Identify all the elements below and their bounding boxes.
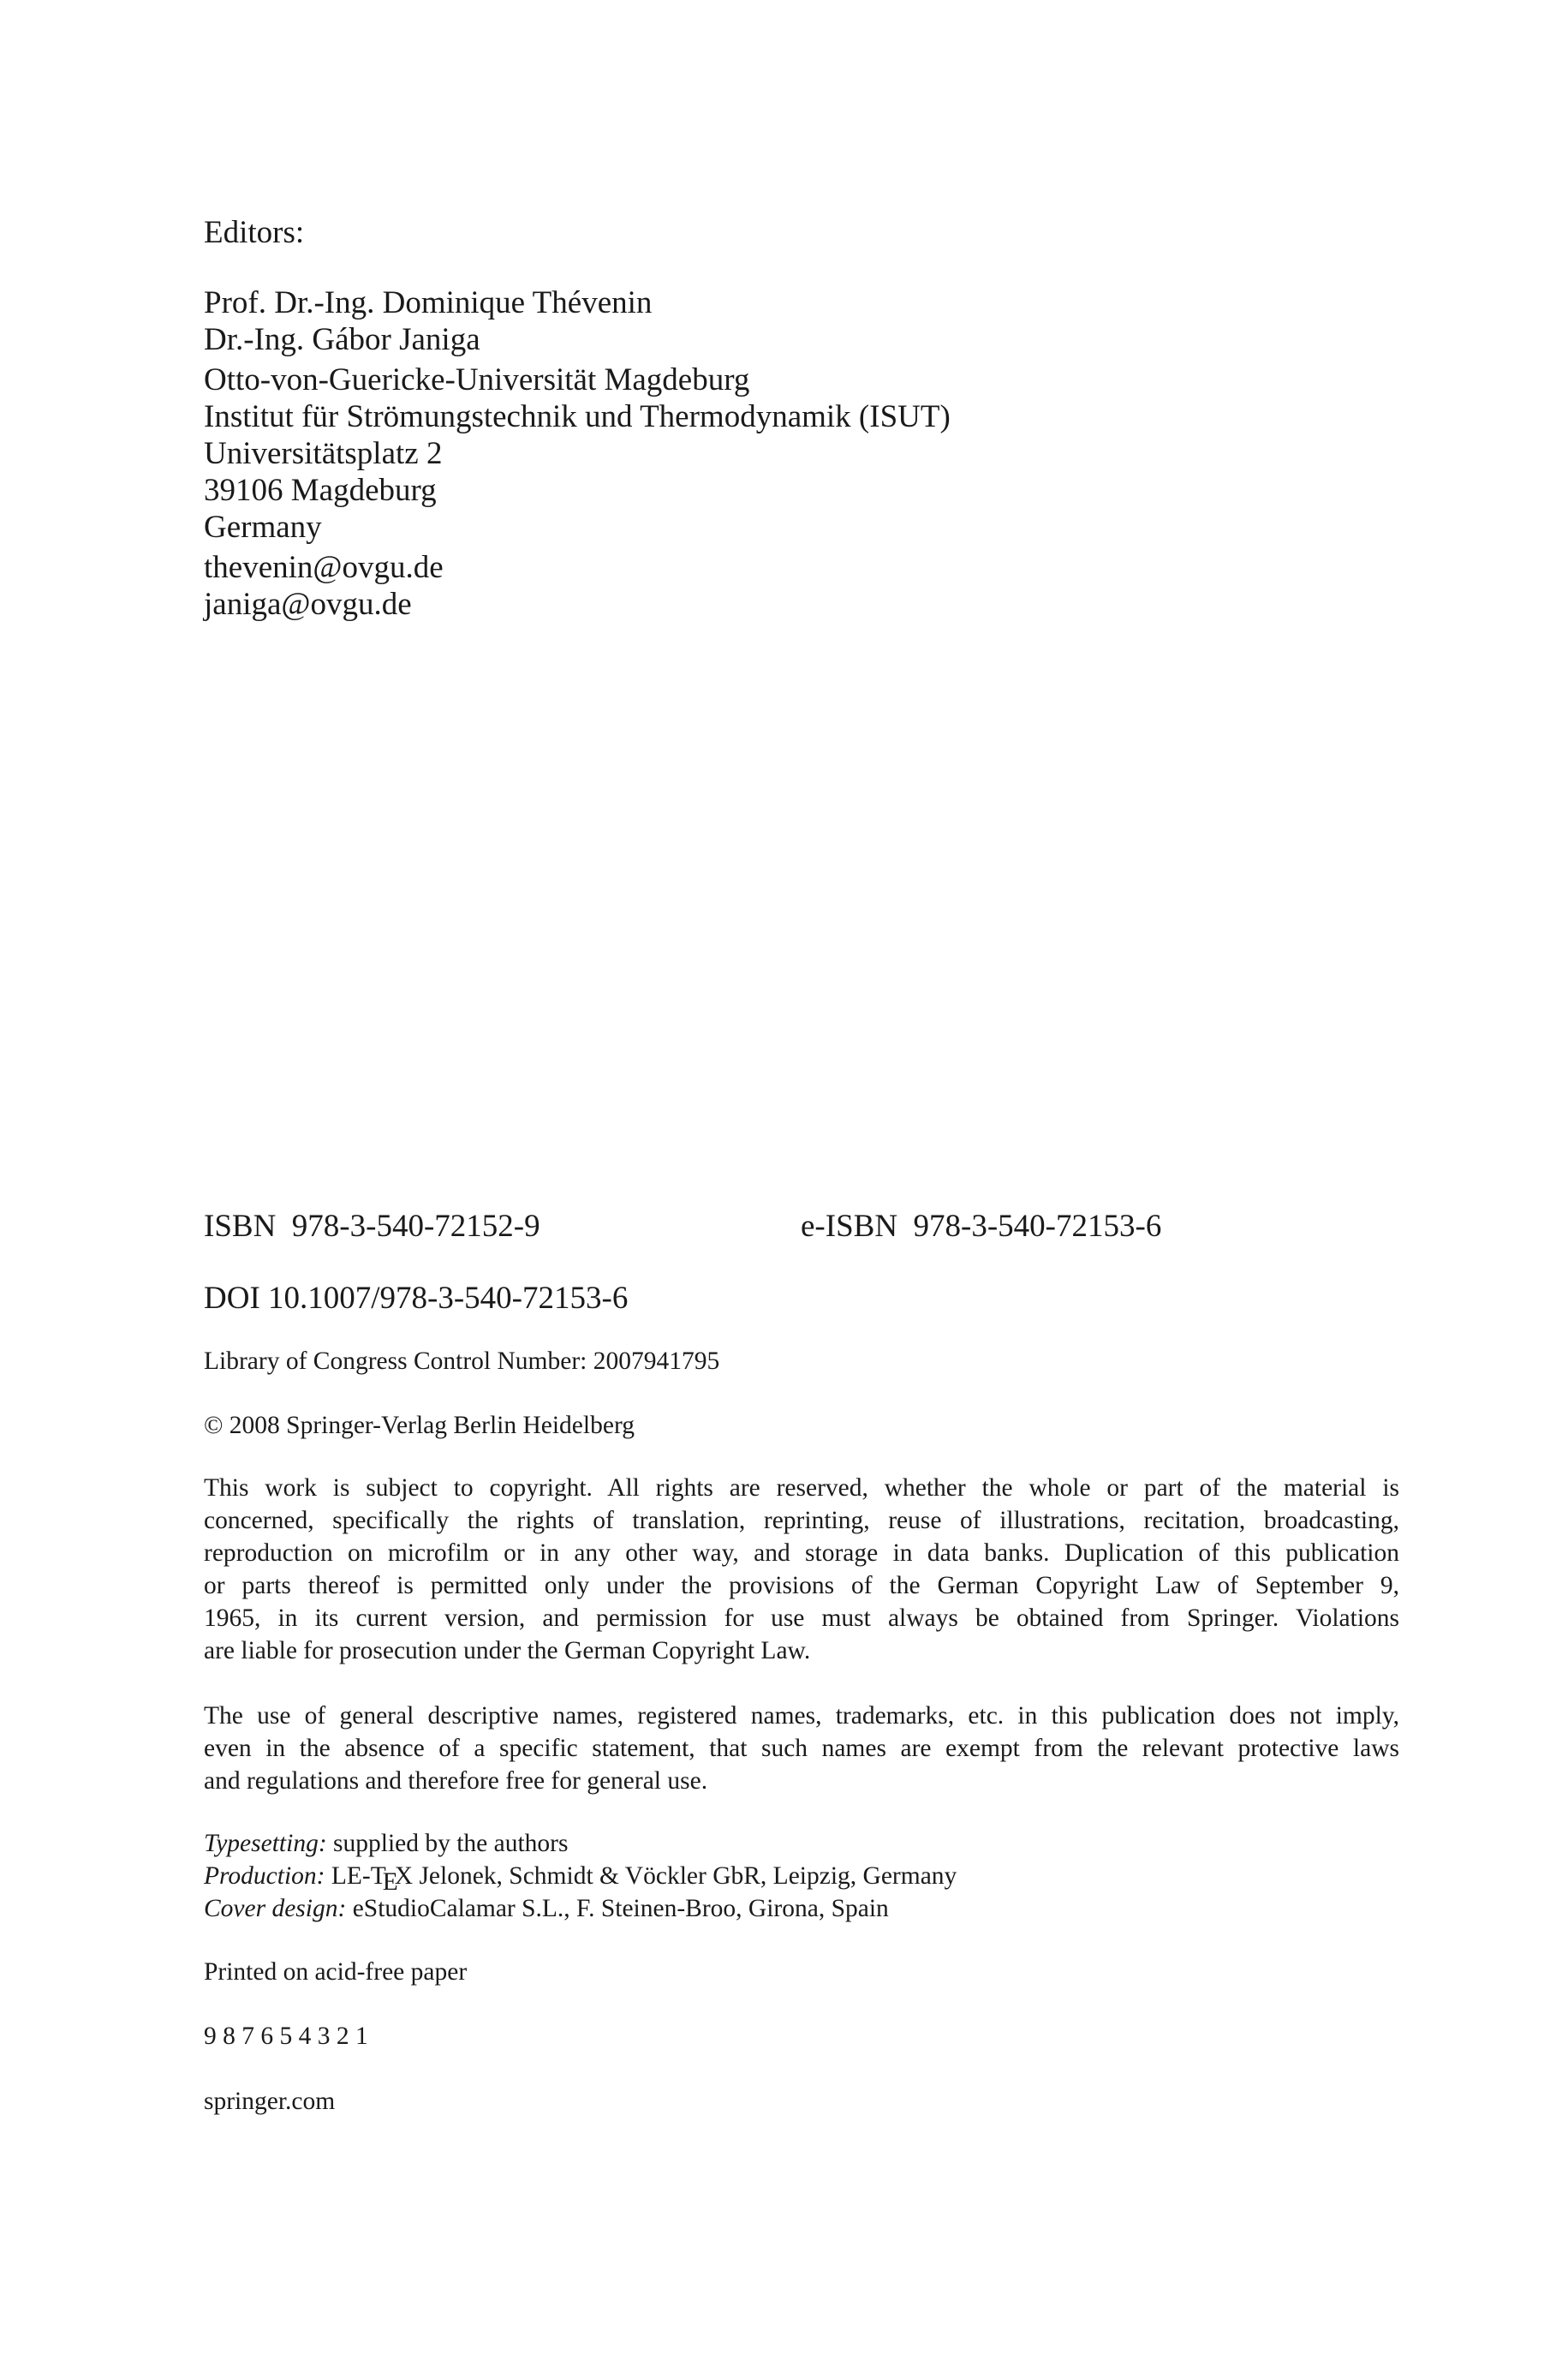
notice-line: The use of general descriptive names, registered names, trademarks, etc. in this publication does not imply, bbox=[204, 1702, 1399, 1730]
credit-label: Typesetting: bbox=[204, 1830, 327, 1857]
copyright-line: © 2008 Springer-Verlag Berlin Heidelberg bbox=[204, 1412, 635, 1439]
address-line: Institut für Strömungstechnik und Thermodynamik (ISUT) bbox=[204, 399, 951, 434]
address-line: Universitätsplatz 2 bbox=[204, 436, 443, 471]
editor-name: Prof. Dr.-Ing. Dominique Thévenin bbox=[204, 285, 653, 320]
email-address: janiga@ovgu.de bbox=[204, 587, 412, 622]
credits bbox=[204, 1827, 1403, 1925]
eisbn: e-ISBN 978-3-540-72153-6 bbox=[801, 1209, 1162, 1244]
isbn: ISBN 978-3-540-72152-9 bbox=[204, 1209, 540, 1244]
editor-address bbox=[204, 361, 951, 546]
address-line: Germany bbox=[204, 510, 322, 545]
editors-heading: Editors: bbox=[204, 215, 305, 250]
credit-label: Production: bbox=[204, 1862, 325, 1890]
credit-label: Cover design: bbox=[204, 1895, 347, 1922]
address-line: Otto-von-Guericke-Universität Magdeburg bbox=[204, 362, 750, 397]
credit-value: LE-T bbox=[325, 1862, 386, 1890]
website: springer.com bbox=[204, 2088, 336, 2115]
notice-line: 1965, in its current version, and permission for use must always be obtained from Springer. Violations bbox=[204, 1604, 1399, 1632]
credit-production bbox=[204, 1860, 1403, 1896]
paper-note: Printed on acid-free paper bbox=[204, 1958, 468, 1986]
address-line: 39106 Magdeburg bbox=[204, 473, 437, 508]
notice-line: and regulations and therefore free for general use. bbox=[204, 1767, 708, 1795]
email-address: thevenin@ovgu.de bbox=[204, 550, 444, 585]
tex-e-letter: E bbox=[382, 1868, 398, 1896]
notice-line: are liable for prosecution under the German Copyright Law. bbox=[204, 1637, 811, 1664]
notice-line: reproduction on microfilm or in any other way, and storage in data banks. Duplication of this publication bbox=[204, 1539, 1399, 1567]
lccn: Library of Congress Control Number: 2007941795 bbox=[204, 1347, 720, 1375]
trademark-notice bbox=[204, 1700, 1399, 1797]
editor-name: Dr.-Ing. Gábor Janiga bbox=[204, 322, 480, 357]
credit-value: supplied by the authors bbox=[326, 1830, 569, 1857]
notice-line: or parts thereof is permitted only under the provisions of the German Copyright Law of September 9, bbox=[204, 1572, 1399, 1599]
credit-value: eStudioCalamar S.L., F. Steinen-Broo, Girona, Spain bbox=[346, 1895, 889, 1922]
editor-names bbox=[204, 284, 652, 358]
print-line: 9 8 7 6 5 4 3 2 1 bbox=[204, 2022, 368, 2050]
credit-value: X Jelonek, Schmidt & Vöckler GbR, Leipzig, Germany bbox=[394, 1862, 957, 1890]
notice-line: concerned, specifically the rights of translation, reprinting, reuse of illustrations, recitation, broadcasting, bbox=[204, 1507, 1399, 1534]
credit-typesetting bbox=[204, 1827, 1403, 1860]
notice-line: This work is subject to copyright. All rights are reserved, whether the whole or part of the material is bbox=[204, 1474, 1399, 1502]
editor-emails bbox=[204, 549, 444, 623]
copyright-notice bbox=[204, 1472, 1399, 1667]
notice-line: even in the absence of a specific statement, that such names are exempt from the relevant protective laws bbox=[204, 1735, 1399, 1762]
doi: DOI 10.1007/978-3-540-72153-6 bbox=[204, 1281, 629, 1316]
